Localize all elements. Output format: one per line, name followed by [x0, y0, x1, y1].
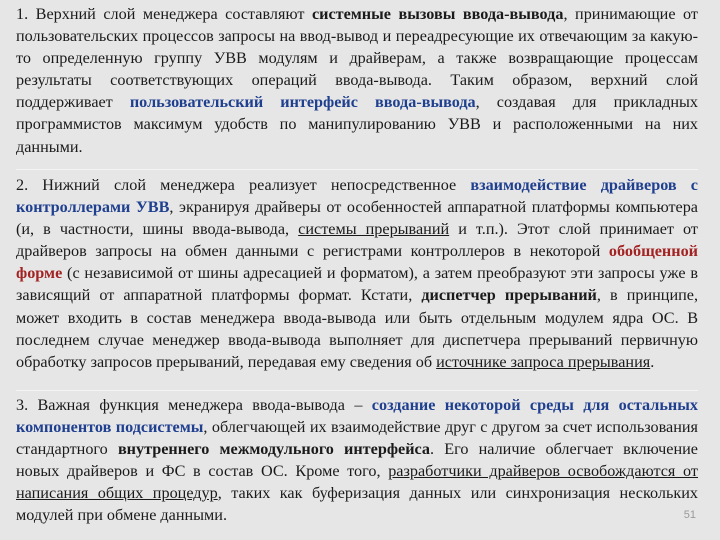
text-run: . — [650, 352, 655, 371]
text-run: взаимодействие драйверов с контроллерами УВВ — [16, 176, 698, 217]
text-run: , таких как буферизация данных или синхронизация нескольких модулей при обмене данными. — [16, 484, 698, 525]
text-run: . Его наличие облегчает включение новых драйверов и ФС в состав ОС. Кроме того, — [16, 440, 698, 481]
text-run: 3. Важная функция менеджера ввода-вывода – — [16, 396, 372, 414]
text-run: , принимающие от пользовательских процессов запросы на ввод-вывод и переадресующие их отвечающим за какую-то определенную группу УВВ модулям и драйверам, а также возвращающие процессам результаты соответствующих операций ввода-вывода. Таким образом, верхний слой поддерживает — [16, 5, 698, 112]
paragraph-3 — [16, 394, 698, 527]
text-run: создание некоторой среды для остальных компонентов подсистемы — [16, 396, 698, 437]
text-run: и т.п.). Этот слой принимает от драйверов запросы на обмен данными с регистрами контроллеров в некоторой — [16, 220, 698, 261]
text-run: обобщенной форме — [16, 242, 698, 283]
text-run: диспетчер прерываний — [421, 286, 597, 305]
text-run: системные вызовы ввода-вывода — [311, 5, 564, 23]
separator — [16, 390, 698, 391]
text-run: источнике запроса прерывания — [436, 352, 651, 371]
text-run: разработчики драйверов освобождаются от написания общих процедур — [16, 462, 698, 503]
text-run: 2. Нижний слой менеджера реализует непосредственное — [16, 176, 471, 194]
text-run: системы прерываний — [298, 220, 450, 239]
text-run: (с независимой от шины адресацией и форматом), а затем преобразуют эти запросы уже в зависящий от аппаратной платформы формат. Кстати, — [16, 264, 698, 305]
text-run: пользовательский интерфейс ввода-вывода — [129, 93, 476, 112]
paragraph-2 — [16, 174, 698, 373]
text-run: 1. Верхний слой менеджера составляют — [16, 5, 312, 23]
text-run: , в принципе, может входить в состав менеджера ввода-вывода или быть отдельным модулем ядра ОС. В последнем случае менеджер ввода-вывода выполняет для диспетчера прерываний первичную обработку запросов прерываний, передавая ему сведения об — [16, 286, 699, 371]
text-run: , создавая для прикладных программистов максимум удобств по манипулированию УВВ и расположенными на них данными. — [16, 93, 698, 156]
text-run: внутреннего межмодульного интерфейса — [117, 440, 431, 459]
paragraph-1 — [16, 3, 698, 158]
text-run: , облегчающей их взаимодействие друг с другом за счет использования стандартного — [16, 418, 698, 459]
text-run: , экранируя драйверы от особенностей аппаратной платформы компьютера (и, в частности, шины ввода-вывода, — [16, 198, 698, 239]
page-number: 51 — [683, 509, 696, 521]
separator — [16, 169, 698, 170]
